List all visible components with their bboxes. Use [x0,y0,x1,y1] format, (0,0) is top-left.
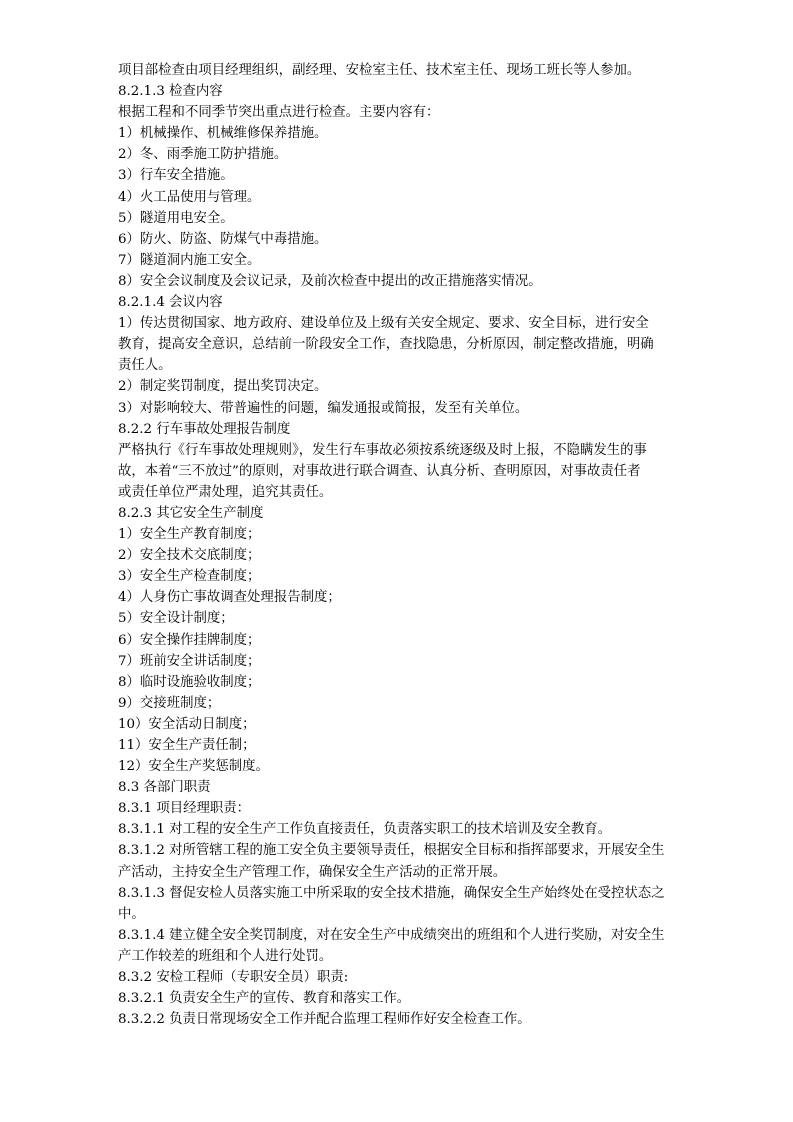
list-item: 8）临时设施验收制度； [118,674,261,690]
section-heading: 8.3.2 安检工程师（专职安全员）职责: [118,970,349,986]
list-item: 9）交接班制度； [118,695,221,711]
text-line: 产活动，主持安全生产管理工作，确保安全生产活动的正常开展。 [118,864,507,880]
list-item: 6）安全操作挂牌制度； [118,632,261,648]
list-item: 2）安全技术交底制度； [118,548,261,564]
list-item: 8）安全会议制度及会议记录，及前次检查中提出的改正措施落实情况。 [118,273,542,289]
list-item: 5）隧道用电安全。 [118,210,234,226]
list-item: 5）安全设计制度； [118,611,234,627]
text-line: 8.3.2.1 负责安全生产的宣传、教育和落实工作。 [118,991,411,1007]
text-line: 中。 [118,906,145,922]
list-item: 1）安全生产教育制度； [118,527,261,543]
list-item: 12）安全生产奖惩制度。 [118,759,269,775]
list-item: 3）安全生产检查制度； [118,569,261,585]
text-line: 严格执行《行车事故处理规则》，发生行车事故必须按系统逐级及时上报，不隐瞒发生的事 [118,442,647,458]
text-line: 8.3.1.4 建立健全安全奖罚制度，对在安全生产中成绩突出的班组和个人进行奖励，对安全生 [118,927,665,943]
text-line: 8.3.1.3 督促安检人员落实施工中所采取的安全技术措施，确保安全生产始终处在受控状态之 [118,885,665,901]
list-item: 4）人身伤亡事故调查处理报告制度； [118,590,341,606]
list-item: 3）行车安全措施。 [118,168,234,184]
text-line: 故，本着“三不放过”的原则，对事故进行联合调查、认真分析、查明原因，对事故责任者 [118,463,641,479]
section-heading: 8.2.1.3 检查内容 [118,84,223,100]
document-page [118,60,676,1030]
text-line: 8.3.1.1 对工程的安全生产工作负直接责任，负责落实职工的技术培训及安全教育。 [118,822,611,838]
section-heading: 8.3.1 项目经理职责： [118,801,251,817]
section-heading: 8.2.3 其它安全生产制度 [118,505,264,521]
list-item: 4）火工品使用与管理。 [118,189,261,205]
list-item: 10）安全活动日制度； [118,716,256,732]
section-heading: 8.3 各部门职责 [118,780,211,796]
list-item: 2）冬、雨季施工防护措施。 [118,147,288,163]
list-item: 3）对影响较大、带普遍性的问题，编发通报或简报，发至有关单位。 [118,400,529,416]
section-heading: 8.2.1.4 会议内容 [118,295,223,311]
list-item: 7）隧道洞内施工安全。 [118,252,261,268]
text-line: 8.3.2.2 负责日常现场安全工作并配合监理工程师作好安全检查工作。 [118,1012,531,1028]
list-item: 1）机械操作、机械维修保养措施。 [118,126,328,142]
text-line: 项目部检查由项目经理组织，副经理、安检室主任、技术室主任、现场工班长等人参加。 [118,63,641,78]
list-item: 6）防火、防盗、防煤气中毒措施。 [118,231,328,247]
text-line: 根据工程和不同季节突出重点进行检查。主要内容有： [118,105,440,121]
list-item: 1）传达贯彻国家、地方政府、建设单位及上级有关安全规定、要求、安全目标，进行安全 [118,316,649,332]
text-line: 或责任单位严肃处理，追究其责任。 [118,484,333,500]
list-item: 11）安全生产责任制； [118,738,256,753]
section-heading: 8.2.2 行车事故处理报告制度 [118,421,291,437]
list-item: 7）班前安全讲话制度； [118,653,261,669]
text-line: 产工作较差的班组和个人进行处罚。 [118,948,333,964]
text-line: 教育，提高安全意识，总结前一阶段安全工作，查找隐患，分析原因，制定整改措施，明确 [118,337,654,353]
text-line: 8.3.1.2 对所管辖工程的施工安全负主要领导责任，根据安全目标和指挥部要求，开展安全生 [118,843,665,859]
text-line: 责任人。 [118,358,172,374]
list-item: 2）制定奖罚制度，提出奖罚决定。 [118,379,328,395]
